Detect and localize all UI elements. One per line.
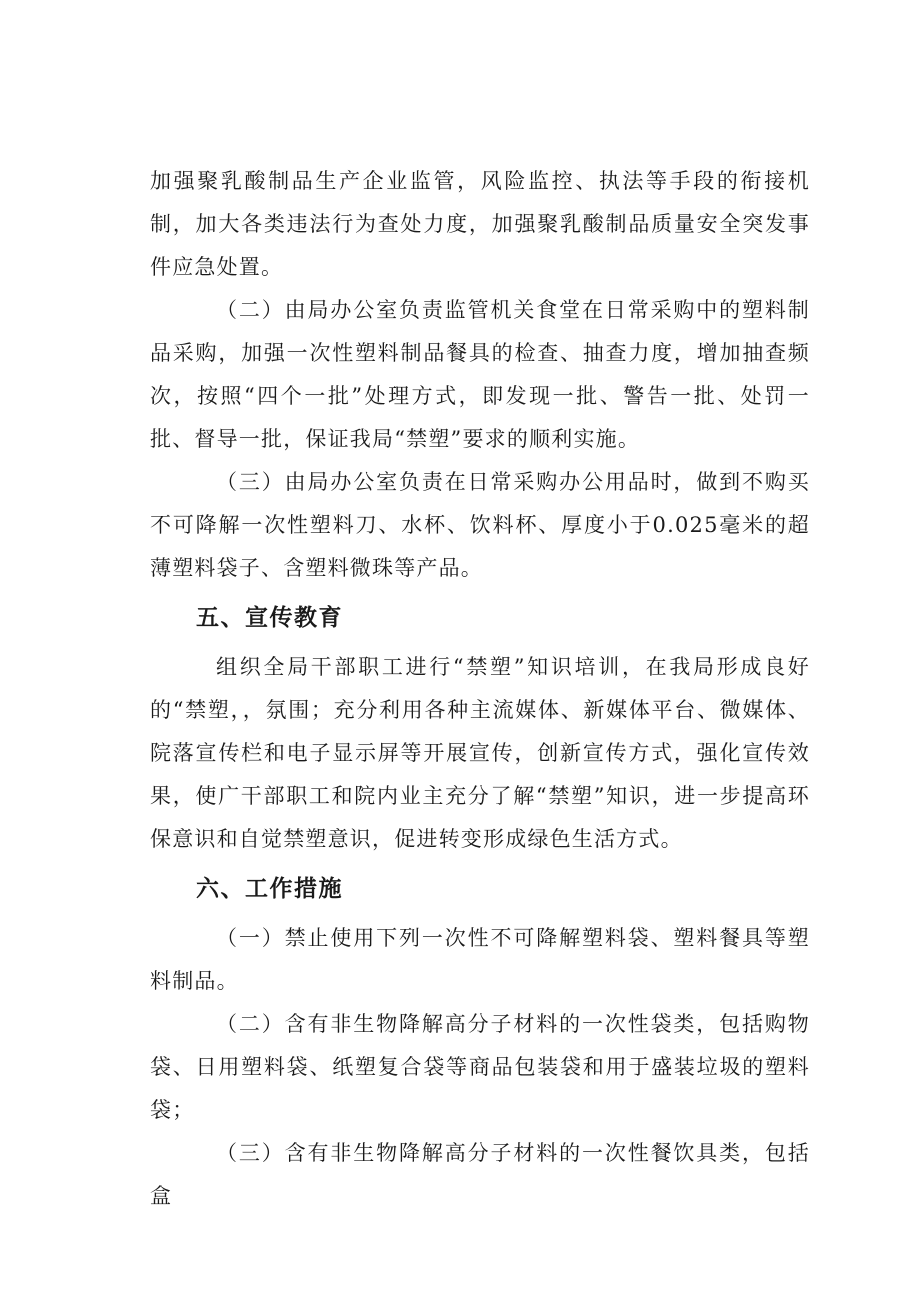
paragraph-office-supplies: （三）由局办公室负责在日常采购办公用品时，做到不购买不可降解一次性塑料刀、水杯、饮料杯、厚度小于0.025毫米的超薄塑料袋子、含塑料微珠等产品。	[150, 470, 810, 580]
section-heading-measures: 六、工作措施	[196, 876, 343, 902]
paragraph-measure-two: （二）含有非生物降解高分子材料的一次性袋类，包括购物袋、日用塑料袋、纸塑复合袋等商品包装袋和用于盛装垃圾的塑料袋；	[150, 1012, 810, 1122]
document-body	[150, 160, 810, 1218]
paragraph-measure-three: （三）含有非生物降解高分子材料的一次性餐饮具类，包括盒	[150, 1141, 810, 1208]
section-heading-publicity: 五、宣传教育	[196, 605, 343, 631]
paragraph-food-safety-supervision: 加强聚乳酸制品生产企业监管，风险监控、执法等手段的衔接机制，加大各类违法行为查处力度，加强聚乳酸制品质量安全突发事件应急处置。	[150, 169, 810, 279]
paragraph-canteen-procurement: （二）由局办公室负责监管机关食堂在日常采购中的塑料制品采购，加强一次性塑料制品餐具的检查、抽查力度，增加抽查频次，按照“四个一批”处理方式，即发现一批、警告一批、处罚一批、督导一批，保证我局“禁塑”要求的顺利实施。	[150, 298, 810, 451]
paragraph-publicity-education: 组织全局干部职工进行“禁塑”知识培训，在我局形成良好的“禁塑，，氛围；充分利用各种主流媒体、新媒体平台、微媒体、院落宣传栏和电子显示屏等开展宣传，创新宣传方式，强化宣传效果，使广干部职工和院内业主充分了解“禁塑”知识，进一步提高环保意识和自觉禁塑意识，促进转变形成绿色生活方式。	[150, 655, 810, 851]
paragraph-measure-one: （一）禁止使用下列一次性不可降解塑料袋、塑料餐具等塑料制品。	[150, 926, 810, 993]
